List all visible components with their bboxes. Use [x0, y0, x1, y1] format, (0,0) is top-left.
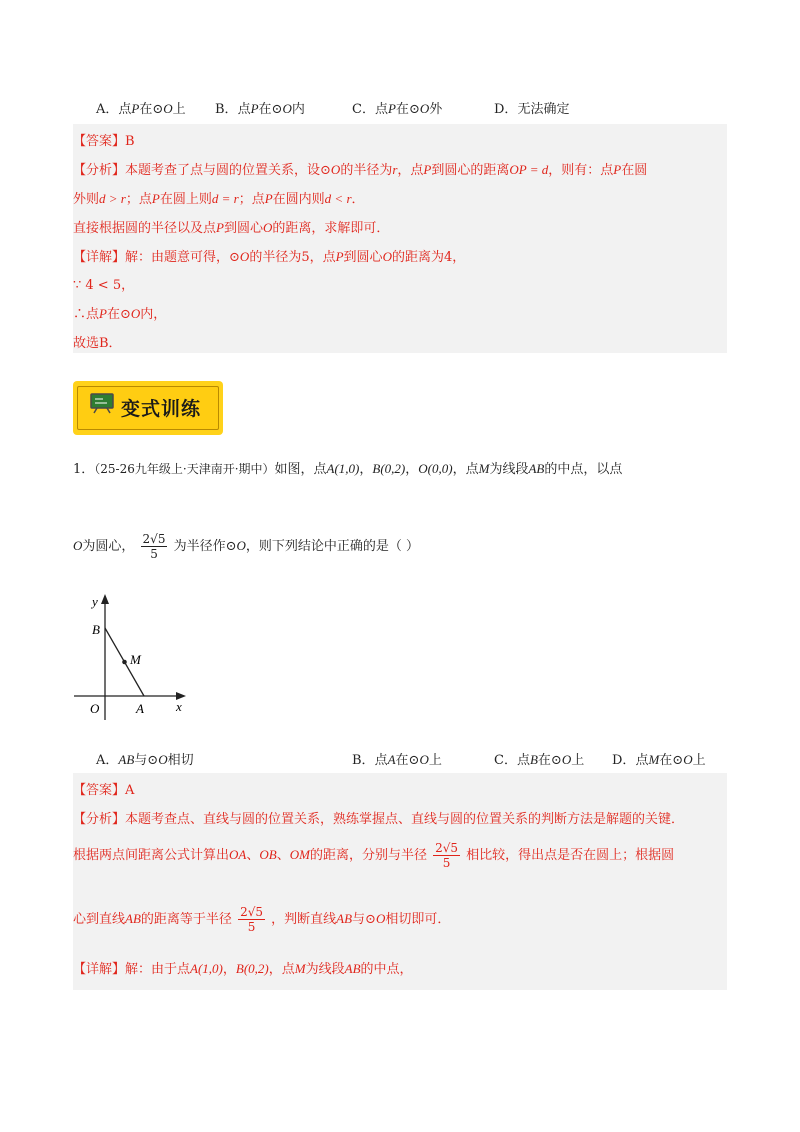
q1-detail-line-1: 【详解】解：由于点A(1,0)，B(0,2)，点M为线段AB的中点， [73, 961, 413, 977]
blackboard-icon [89, 392, 115, 414]
fig-m-label: M [130, 652, 141, 667]
q1-line-1: 1．（25-26九年级上·天津南开·期中）如图，点A(1,0)，B(0,2)，O(0,0)，点M为线段AB的中点，以点 [73, 461, 623, 477]
prev-detail-line-3: ∴点P在⊙O内， [73, 306, 167, 322]
prev-option-b: B．点P在⊙O内 [215, 101, 305, 117]
radius-fraction: $\frac{2√5}{5}$ [142, 532, 166, 561]
prev-option-d: D．无法确定 [494, 102, 570, 117]
prev-detail-line-2: ∵ 4 < 5， [73, 278, 135, 293]
prev-detail-line-1: 【详解】解：由题意可得，⊙O的半径为5，点P到圆心O的距离为4， [73, 249, 466, 265]
coordinate-figure [70, 592, 200, 732]
q1-analysis-line-1: 【分析】本题考查点、直线与圆的位置关系，熟练掌握点、直线与圆的位置关系的判断方法是解题的关键． [73, 812, 685, 827]
fig-x-label: x [176, 699, 182, 714]
q1-solution-box [73, 773, 727, 990]
section-banner [73, 381, 223, 435]
analysis-radius-fraction: $\frac{2√5}{5}$ [435, 841, 459, 870]
q1-analysis-line-3: 心到直线AB的距离等于半径 $\frac{2√5}{5}$ ，判断直线AB与⊙O相切即可． [73, 905, 451, 934]
prev-option-c: C．点P在⊙O外 [352, 101, 443, 117]
q1-option-a: A．AB与⊙O相切 [96, 752, 194, 768]
prev-analysis-line-1: 【分析】本题考查了点与圆的位置关系，设⊙O的半径为r，点P到圆心的距离OP = d，则有：点P在圆 [73, 162, 648, 178]
q1-line-2: O为圆心， $\frac{2√5}{5}$ 为半径作⊙O，则下列结论中正确的是（ ） [73, 532, 420, 561]
fig-b-label: B [92, 622, 100, 637]
q1-answer: 【答案】A [73, 783, 135, 798]
fig-a-label: A [136, 701, 144, 716]
prev-analysis-line-2: 外则d > r；点P在圆上则d = r；点P在圆内则d < r． [73, 191, 365, 207]
prev-analysis-line-3: 直接根据圆的半径以及点P到圆心O的距离，求解即可． [73, 220, 390, 236]
q1-option-b: B．点A在⊙O上 [352, 752, 442, 768]
fig-y-label: y [92, 594, 98, 609]
analysis-radius-fraction-2: $\frac{2√5}{5}$ [240, 905, 263, 934]
prev-option-a: A．点P在⊙O上 [96, 101, 186, 117]
q1-option-c: C．点B在⊙O上 [494, 752, 585, 768]
q1-analysis-line-2: 根据两点间距离公式计算出OA、OB、OM的距离，分别与半径 $\frac{2√5}{5}$ 相比较，得出点是否在圆上；根据圆 [73, 841, 675, 870]
fig-o-label: O [90, 701, 100, 716]
banner-title: 变式训练 [121, 398, 202, 420]
prev-detail-line-4: 故选B． [73, 336, 122, 351]
prev-solution-box [73, 124, 727, 353]
q1-option-d: D．点M在⊙O上 [612, 752, 706, 768]
prev-answer: 【答案】B [73, 134, 135, 149]
